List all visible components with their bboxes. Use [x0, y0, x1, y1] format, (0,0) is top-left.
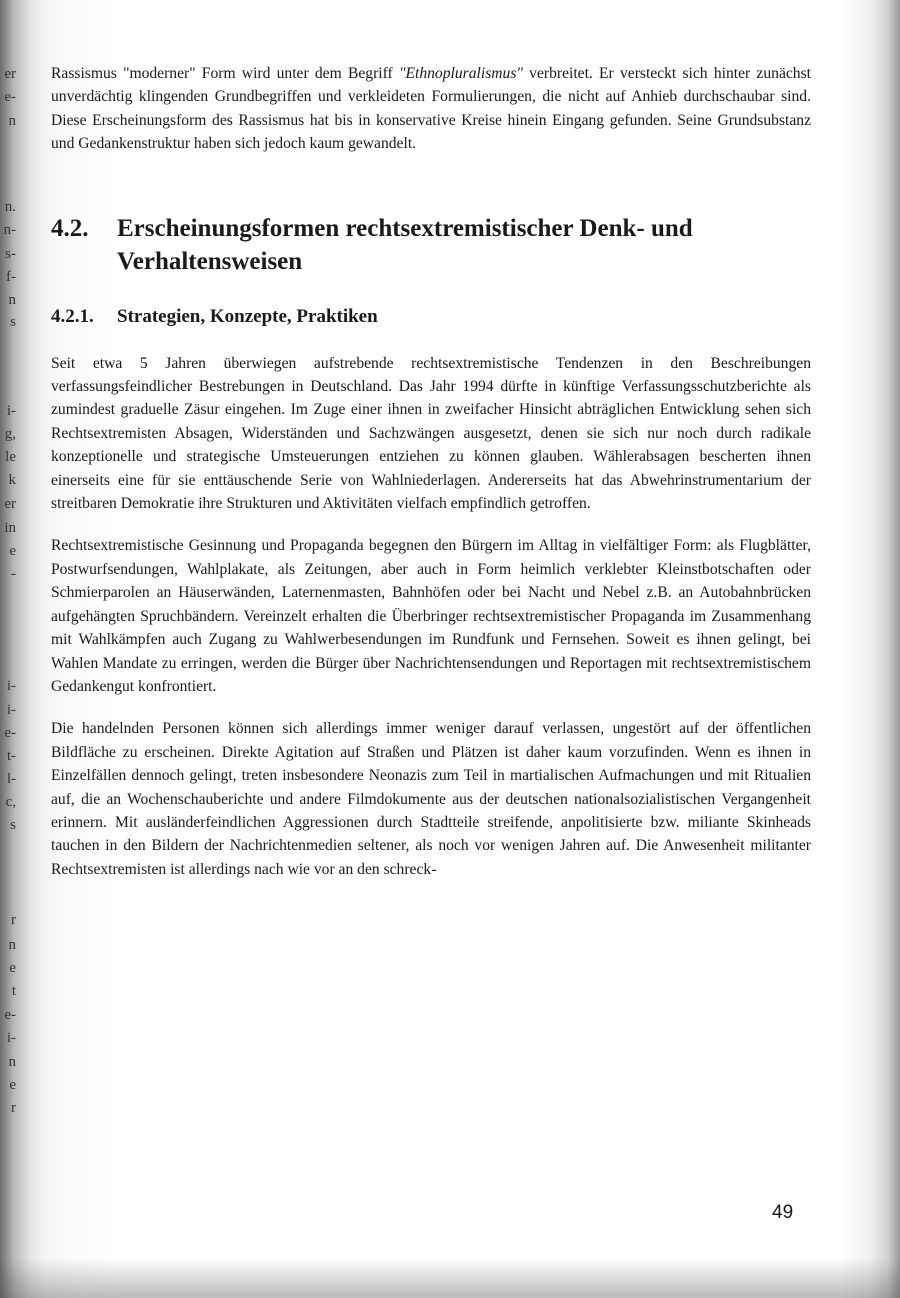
- margin-fragment: i-: [6, 678, 16, 694]
- margin-fragment: t: [11, 983, 16, 999]
- margin-fragment: s: [10, 314, 16, 330]
- intro-text-before: Rassismus "moderner" Form wird unter dem Begriff: [51, 65, 399, 82]
- margin-fragment: er: [4, 66, 16, 82]
- body-paragraph-2: Rechtsextremistische Gesinnung und Propaganda begegnen den Bürgern im Alltag in vielfältiger Form: als Flugblätter, Postwurfsendungen, Wahlplakate, als Zeitungen, aber auch in Form heimlich verklebter Kleinstbotschaften oder Schmierparolen an Häuserwänden, Laternenmasten, Bahnhöfen oder bei Nacht und Nebel z.B. an Autobahnbrücken aufgehängten Spruchbändern. Vereinzelt erhalten die Überbringer rechtsextremistischer Propaganda im Zusammenhang mit Wahlkämpfen auch Zugang zu Wahlwerbesendungen im Rundfunk und Fernsehen. Soweit es ihnen gelingt, bei Wahlen Mandate zu erringen, werden die Bürger über Nachrichtensendungen und Reportagen mit rechtsextremistischem Gedankengut konfrontiert.: [51, 537, 811, 695]
- section-heading: [51, 212, 811, 278]
- margin-fragment: c,: [5, 794, 16, 810]
- margin-fragment: e: [9, 960, 16, 976]
- page-edge-shadow: [0, 1258, 900, 1298]
- margin-fragment: -: [11, 566, 16, 582]
- body-paragraph-1: Seit etwa 5 Jahren überwiegen aufstrebende rechtsextremistische Tendenzen in den Beschreibungen verfassungsfeindlicher Bestrebungen in Deutschland. Das Jahr 1994 dürfte in künftige Verfassungsschutzberichte als zumindest graduelle Zäsur eingehen. Im Zuge einer ihnen in zweifacher Hinsicht abträglichen Entwicklung sehen sich Rechtsextremisten Absagen, Widerständen und Sachzwängen ausgesetzt, denen sie sich nur noch durch radikale konzeptionelle und strategische Umsteuerungen entziehen zu können glauben. Wählerabsagen bescherten ihnen einerseits eine für sie enttäuschende Serie von Wahlniederlagen. Andererseits hat das Abwehrinstrumentarium der streitbaren Demokratie ihre Strukturen und Aktivitäten vielfach empfindlich getroffen.: [51, 354, 811, 513]
- margin-fragment: k: [8, 472, 16, 488]
- margin-fragment: e-: [4, 89, 16, 105]
- margin-fragment: f-: [6, 269, 16, 285]
- margin-fragment: s-: [5, 246, 16, 262]
- margin-fragment: n: [8, 292, 16, 308]
- margin-fragment: r: [11, 912, 16, 928]
- subsection-title: Strategien, Konzepte, Praktiken: [117, 305, 378, 327]
- margin-fragment: n: [8, 1054, 16, 1070]
- margin-fragment: n-: [3, 222, 16, 238]
- page-content: [51, 62, 811, 881]
- margin-fragment: le: [5, 449, 16, 465]
- facing-page-margin: [0, 0, 18, 1298]
- margin-fragment: n: [8, 937, 16, 953]
- margin-fragment: g,: [4, 426, 16, 442]
- margin-fragment: s: [10, 817, 16, 833]
- margin-fragment: i-: [6, 702, 16, 718]
- intro-paragraph: [51, 62, 811, 156]
- margin-fragment: e: [9, 543, 16, 559]
- margin-fragment: e-: [4, 1007, 16, 1023]
- margin-fragment: e: [9, 1077, 16, 1093]
- margin-fragment: e-: [4, 725, 16, 741]
- section-title: Erscheinungsformen rechtsextremistischer Denk- und Verhaltensweisen: [117, 214, 693, 275]
- body-paragraph-3: Die handelnden Personen können sich allerdings immer weniger darauf verlassen, ungestört auf der öffentlichen Bildfläche zu erscheinen. Direkte Agitation auf Straßen und Plätzen ist daher kaum vorzufinden. Wenn es ihnen in Einzelfällen dennoch gelingt, treten insbesondere Neonazis zum Teil in martialischen Aufmachungen und mit Ritualien auf, die an Wochenschauberichte und andere Filmdokumente aus der deutschen nationalsozialistischen Vergangenheit erinnern. Mit ausländerfeindlichen Aggressionen durch Stadtteile streifende, anpolitisierte bzw. miliante Skinheads tauchen in den Bildern der Nachrichtenmedien seltener, als noch vor wenigen Jahren auf. Die Anwesenheit militanter Rechtsextremisten ist allerdings nach wie vor an den schreck-: [51, 720, 811, 878]
- margin-fragment: er: [4, 496, 16, 512]
- section-number: 4.2.: [51, 214, 89, 242]
- subsection-number: 4.2.1.: [51, 305, 94, 327]
- margin-fragment: t-: [6, 748, 16, 764]
- ethnopluralismus-term: "Ethnopluralismus": [398, 65, 523, 82]
- margin-fragment: l-: [6, 771, 16, 787]
- margin-fragment: r: [11, 1100, 16, 1116]
- subsection-heading: [51, 306, 811, 328]
- page-number: 49: [772, 1202, 794, 1223]
- margin-fragment: i-: [6, 403, 16, 419]
- margin-fragment: n.: [4, 199, 16, 215]
- margin-fragment: n: [8, 113, 16, 129]
- margin-fragment: in: [4, 520, 16, 536]
- intro-text-after: verbreitet. Er versteckt sich hinter zunächst unverdächtig klingenden Grundbegriffen und verkleideten Formulierungen, die nicht auf Anhieb durchschaubar sind. Diese Erscheinungsform des Rassismus hat bis in konservative Kreise hinein Eingang gefunden. Seine Grundsubstanz und Gedankenstruktur haben sich jedoch kaum gewandelt.: [51, 65, 811, 153]
- margin-fragment: i-: [6, 1030, 16, 1046]
